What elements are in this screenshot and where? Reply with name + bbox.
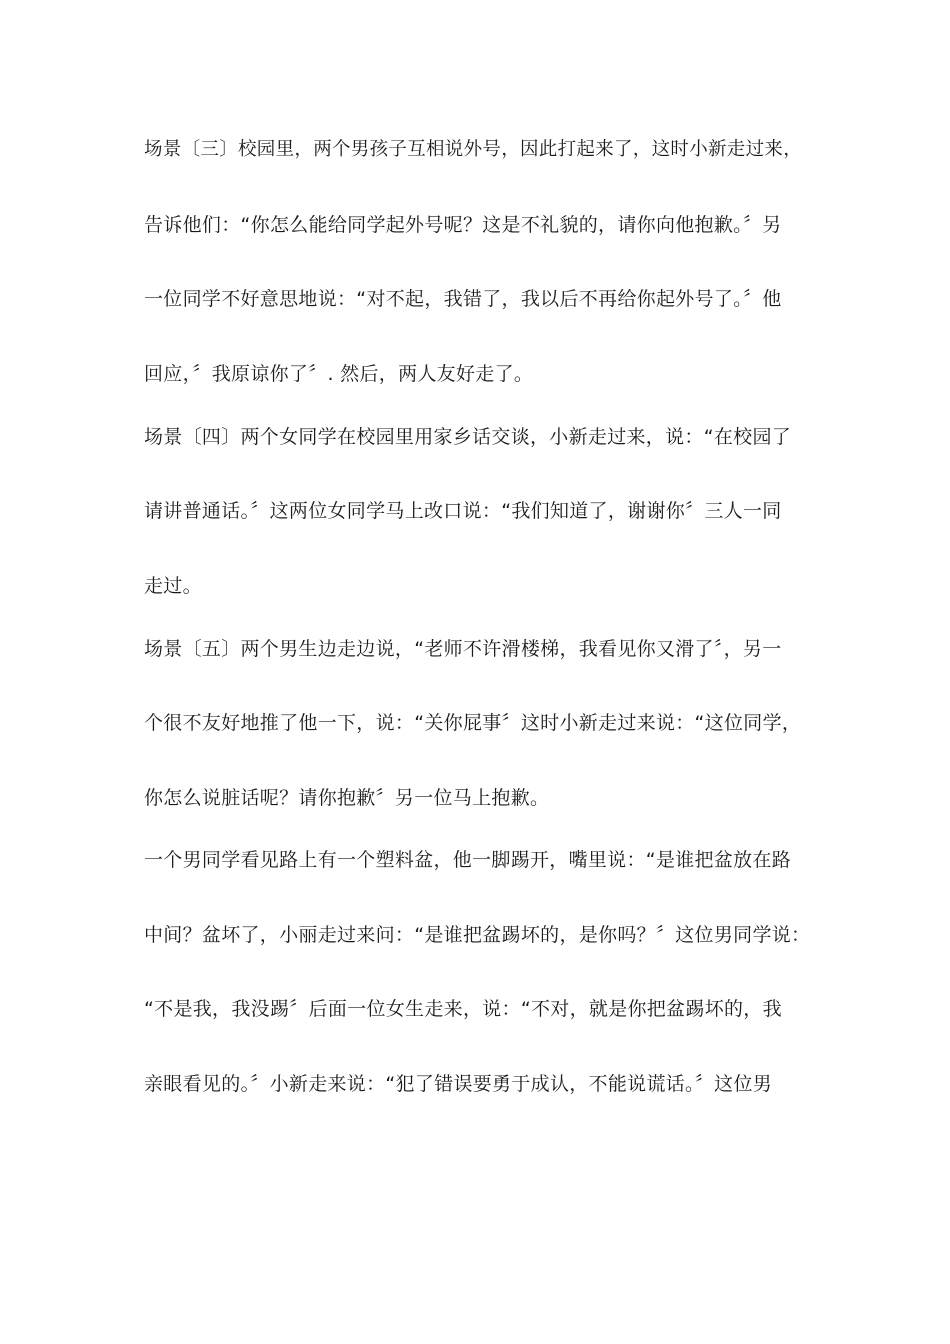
text-line: 走过。 (144, 575, 202, 597)
text-line: 告诉他们：“你怎么能给同学起外号呢？这是不礼貌的，请你向他抱歉。〞另 (144, 214, 782, 236)
text-line: 场景〔四〕两个女同学在校园里用家乡话交谈，小新走过来，说：“在校园了 (144, 426, 792, 448)
text-line: 中间？盆坏了，小丽走过来问：“是谁把盆踢坏的，是你吗？〞这位男同学说： (144, 924, 811, 946)
text-line: 个很不友好地推了他一下，说：“关你屁事〞这时小新走过来说：“这位同学， (144, 712, 802, 734)
text-line: 场景〔五〕两个男生边走边说，“老师不许滑楼梯，我看见你又滑了〞，另一 (144, 638, 782, 660)
text-line: 你怎么说脏话呢？请你抱歉〞另一位马上抱歉。 (144, 787, 550, 809)
text-line: 回应，〞我原谅你了〞. 然后，两人友好走了。 (144, 363, 534, 385)
text-line: “不是我，我没踢〞后面一位女生走来，说：“不对，就是你把盆踢坏的，我 (144, 998, 782, 1020)
text-line: 一个男同学看见路上有一个塑料盆，他一脚踢开，嘴里说：“是谁把盆放在路 (144, 849, 792, 871)
text-line: 亲眼看见的。〞小新走来说：“犯了错误要勇于成认，不能说谎话。〞这位男 (144, 1073, 773, 1095)
text-line: 场景〔三〕校园里，两个男孩子互相说外号，因此打起来了，这时小新走过来， (144, 139, 803, 160)
text-line: 一位同学不好意思地说：“对不起，我错了，我以后不再给你起外号了。〞他 (144, 288, 782, 310)
text-line: 请讲普通话。〞这两位女同学马上改口说：“我们知道了，谢谢你〞三人一同 (144, 500, 782, 522)
